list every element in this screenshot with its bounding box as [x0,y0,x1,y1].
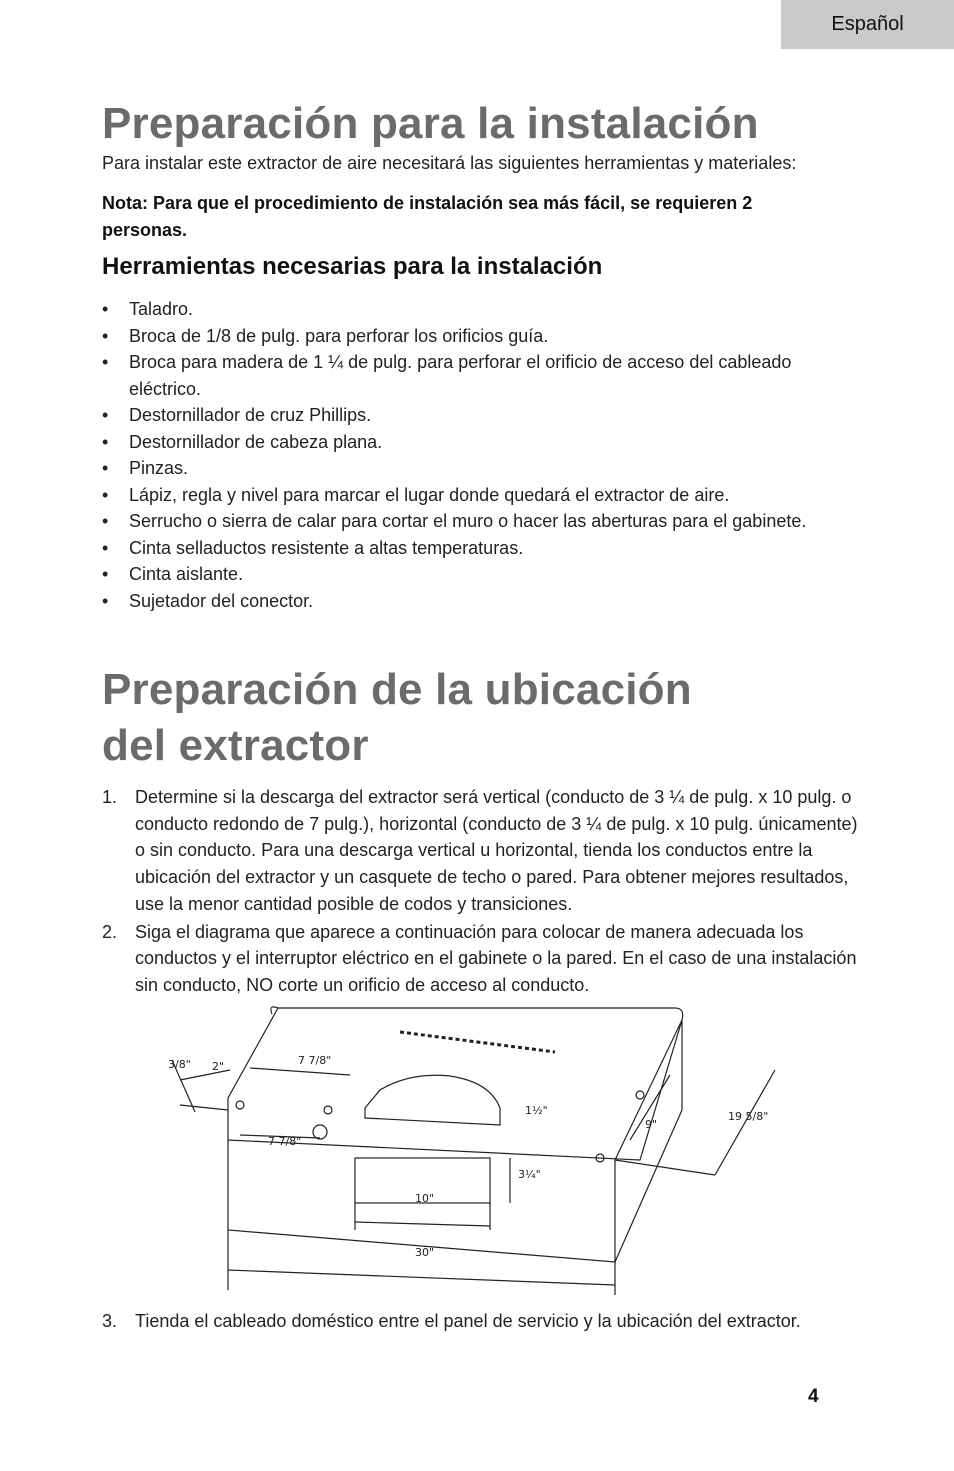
dim-label: 10" [415,1192,435,1205]
dim-10-line [355,1222,490,1226]
dim-19-line [615,1160,715,1175]
list-item-text: Sujetador del conector. [129,590,314,611]
mount-hole [236,1101,244,1109]
bullet-glyph: • [102,431,109,452]
mount-hole [324,1106,332,1114]
bullet-glyph: • [102,405,109,425]
step-text: Siga el diagrama que aparece a continuación para colocar de manera adecuada los conductos y el interruptor eléctrico en el gabinete o la pared. En el caso de una instalación sin conducto, NO corte un orificio de acceso al conducto. [135,921,857,995]
list-item [102,535,842,562]
vent-slots [400,1032,555,1052]
list-item [102,508,842,535]
title-line-1: Preparación de la ubicación [102,665,692,714]
list-item-text: Cinta sellaductos resistente a altas temperaturas. [129,537,524,558]
range-hood-dimension-diagram [160,1000,800,1300]
list-item [102,482,842,509]
duct-opening [365,1075,500,1125]
list-item-text: Lápiz, regla y nivel para marcar el lugar donde quedará el extractor de aire. [129,484,730,505]
bullet-glyph: • [102,484,109,505]
mount-hole [636,1091,644,1099]
step-number: 3. [102,1311,118,1331]
dim-label: 7 7/8" [298,1054,332,1067]
list-item-text: Cinta aislante. [129,564,244,584]
tools-list [102,296,842,614]
steps-list-continued [102,1308,872,1336]
dim-label: 3¼" [518,1168,541,1181]
step-text: Determine si la descarga del extractor será vertical (conducto de 3 ¼ de pulg. x 10 pulg. o conducto redondo de 7 pulg.), horizontal (conducto de 3 ¼ de pulg. x 10 pulg. únicamente) o sin conducto. Para una descarga vertical u horizontal, tienda los conductos entre la ubicación del extractor y un casquete de techo o pared. Para obtener mejores resultados, use la menor cantidad posible de codos y transiciones. [135,787,858,914]
wire-hole [313,1125,327,1139]
dim-label: 3/8" [168,1058,191,1071]
list-item-text: Destornillador de cabeza plana. [129,431,383,452]
page-number: 4 [808,1386,819,1407]
dim-label: 2" [212,1060,225,1073]
list-item [102,561,842,588]
tools-heading: Herramientas necesarias para la instalación [102,253,603,280]
section-title-location-prep [102,662,692,774]
dim-line [180,1105,228,1110]
list-item [102,1308,872,1335]
list-item [102,588,842,615]
bullet-glyph: • [102,352,109,372]
steps-list [102,784,872,1000]
dim-label: 19 5/8" [728,1110,769,1123]
bullet-glyph: • [102,564,109,584]
list-item [102,296,842,323]
list-item [102,323,842,350]
list-item [102,349,842,402]
dim-7-8-top-line [250,1068,350,1075]
bullet-glyph: • [102,590,109,611]
list-item [102,402,842,429]
list-item [102,919,872,999]
dim-label: 9" [645,1118,658,1131]
dim-label: 1½" [525,1104,548,1117]
list-item-text: Taladro. [129,299,194,319]
note-two-people: Nota: Para que el procedimiento de instalación sea más fácil, se requieren 2 personas. [102,193,753,240]
step-number: 2. [102,921,118,942]
list-item [102,784,872,918]
step-number: 1. [102,787,118,807]
step-text: Tienda el cableado doméstico entre el panel de servicio y la ubicación del extractor. [135,1311,801,1331]
bullet-glyph: • [102,537,109,558]
list-item [102,429,842,456]
language-tab[interactable]: Español [781,0,954,49]
dim-label: 30" [415,1246,435,1259]
list-item-text: Broca para madera de 1 ¼ de pulg. para perforar el orificio de acceso del cableado eléctrico. [129,352,792,399]
section-title-installation-prep: Preparación para la instalación [102,99,759,148]
intro-text: Para instalar este extractor de aire necesitará las siguientes herramientas y materiales: [102,153,797,173]
bullet-glyph: • [102,458,109,478]
list-item-text: Broca de 1/8 de pulg. para perforar los orificios guía. [129,325,549,346]
bullet-glyph: • [102,325,109,346]
title-line-2: del extractor [102,721,369,770]
bullet-glyph: • [102,511,109,531]
list-item-text: Destornillador de cruz Phillips. [129,405,372,425]
hood-right-side [615,1020,682,1262]
bullet-glyph: • [102,299,109,319]
list-item [102,455,842,482]
dim-label: 7 7/8" [268,1135,302,1148]
list-item-text: Pinzas. [129,458,189,478]
dim-30-line [228,1270,615,1285]
list-item-text: Serrucho o sierra de calar para cortar el muro o hacer las aberturas para el gabinete. [129,511,807,531]
